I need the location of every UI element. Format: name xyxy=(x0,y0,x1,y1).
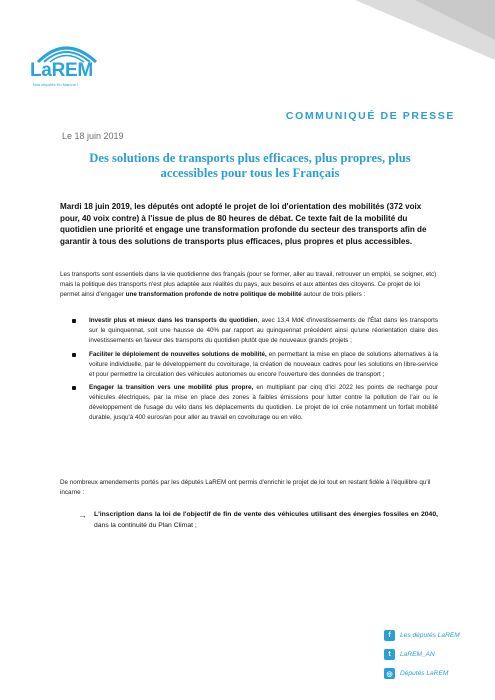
amendment-text: dans la continuité du Plan Climat ; xyxy=(94,521,197,529)
amendments-intro: De nombreux amendements portés par les députés LaREM ont permis d'enrichir le projet de loi tout en restant fidèle à l'équilibre qu'il incarne : xyxy=(60,479,431,496)
amendment-title: L'inscription dans la loi de l'objectif de fin de vente des véhicules utilisant des énergies fossiles en 2040, xyxy=(94,511,438,518)
arrow-right-icon: → xyxy=(78,510,87,520)
pillar-text: en multipliant par cinq d'ici 2022 les points de recharge pour véhicules électriques, par la mise en place des zones à faibles émissions pour lutter contre la pollution de l'air ou le développement de l'usage du vélo dans les déplacements du quotidien. Le projet de loi crée notamment un forfait mobilité durable, jusqu'à 400 euros/an pour aller au travail en covoiturage ou en vélo. xyxy=(89,384,438,422)
pillar-text: , avec 13,4 Md€ d'investissements de l'État dans les transports sur le quinquennat, soit une hausse de 40% par rapport au quinquennat précédent ainsi qu'une réorientation claire des investissements en faveur des transports du quotidien plutôt que de nouveaux grands projets ; xyxy=(89,317,439,344)
pillar-text: en permettant la mise en place de solutions alternatives à la voiture individuelle, par le développement du covoiturage, la création de nouveaux cadres pour les solutions en libre-service et pour permettre la circulation des véhicules autonomes ou encore l'ouverture des données de transport ; xyxy=(89,350,438,378)
list-item xyxy=(72,383,438,423)
release-date: Le 18 juin 2019 xyxy=(62,131,124,141)
amendment-item xyxy=(78,510,438,531)
social-label: LaREM_AN xyxy=(400,651,435,658)
pillar-title: Faciliter le déploiement de nouvelles solutions de mobilité, xyxy=(89,350,267,358)
bullet-icon xyxy=(72,386,76,390)
pillars-list xyxy=(72,316,438,427)
press-release-label: COMMUNIQUÉ DE PRESSE xyxy=(285,110,455,122)
bullet-icon xyxy=(72,319,76,323)
pillar-title: Investir plus et mieux dans les transports du quotidien xyxy=(89,317,258,324)
bullet-icon xyxy=(72,353,76,357)
corner-decoration xyxy=(295,0,495,60)
intro-emphasis: une transformation profonde de notre politique de mobilité xyxy=(125,290,302,298)
pillar-title: Engager la transition vers une mobilité plus propre, xyxy=(89,384,254,392)
social-link-twitter[interactable] xyxy=(384,648,484,661)
logo-tagline: Nos députés En Marche ! xyxy=(33,82,79,87)
social-label: Députés LaREM xyxy=(400,670,449,677)
social-link-instagram[interactable] xyxy=(384,667,484,680)
social-label: Les députés LaREM xyxy=(400,632,460,639)
intro-end: autour de trois piliers : xyxy=(301,290,366,298)
social-link-facebook[interactable] xyxy=(384,629,484,642)
instagram-icon: ◎ xyxy=(384,668,395,679)
intro-text: Les transports sont essentiels dans la vie quotidienne des français (pour se former, aller au travail, retrouver un emploi, se soigner, etc) mais la politique des transports n'est plus adaptée aux réalités du pays, aux besoins et aux attentes des citoyens. Ce projet de loi permet ainsi d'engager xyxy=(60,271,437,298)
logo-text: LaREM xyxy=(30,60,93,81)
list-item xyxy=(72,350,438,380)
social-links xyxy=(384,629,484,686)
intro-paragraph xyxy=(60,270,438,300)
page-title: Des solutions de transports plus efficaces, plus propres, plus accessibles pour tous les Français xyxy=(89,151,411,180)
facebook-icon: f xyxy=(384,630,395,641)
lead-paragraph: Mardi 18 juin 2019, les députés ont adopté le projet de loi d'orientation des mobilités (372 voix pour, 40 voix contre) à l'issue de plus de 80 heures de débat. Ce texte fait de la mobilité du quotidien une priorité et engage une transformation profonde du secteur des transports afin de garantir à tous des solutions de transports plus efficaces, plus propres et plus accessibles. xyxy=(60,202,427,246)
list-item xyxy=(72,316,438,346)
twitter-icon: t xyxy=(384,649,395,660)
